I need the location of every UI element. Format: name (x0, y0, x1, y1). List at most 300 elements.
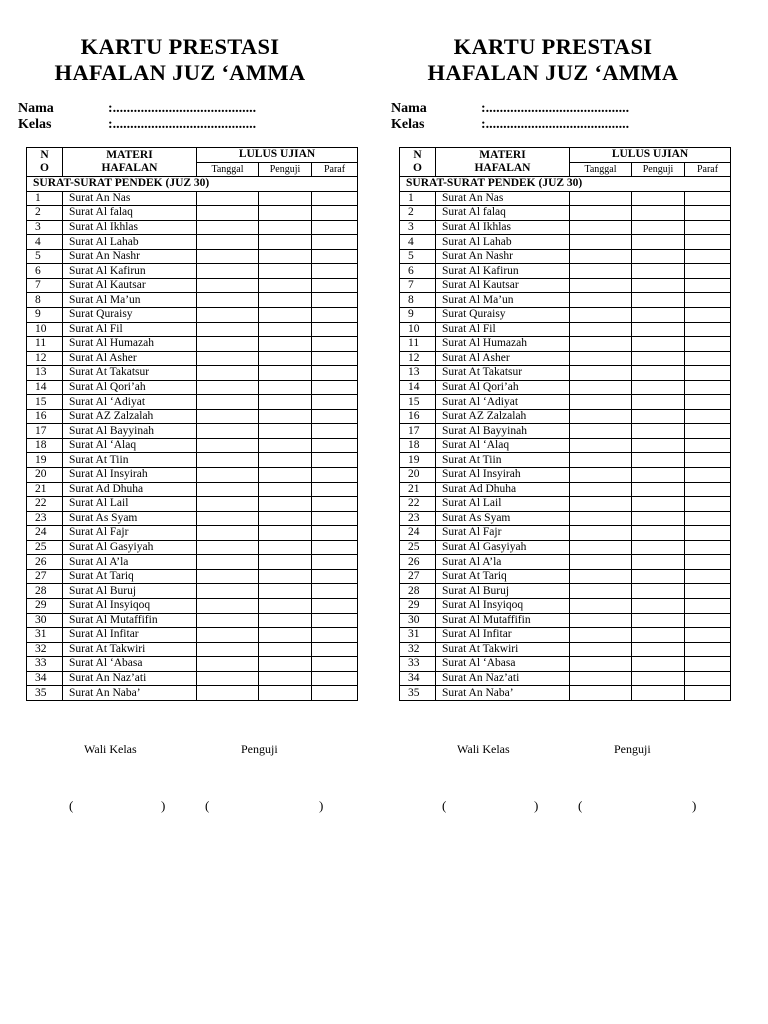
row-surat: Surat Al Ikhlas (63, 220, 197, 235)
row-paraf-cell[interactable] (312, 409, 358, 424)
col-lulus-header: LULUS UJIAN (197, 148, 358, 163)
row-tanggal-cell[interactable] (197, 395, 259, 410)
row-penguji-cell[interactable] (632, 555, 685, 570)
row-tanggal-cell[interactable] (197, 555, 259, 570)
row-paraf-cell[interactable] (312, 380, 358, 395)
row-number: 30 (27, 613, 63, 628)
row-paraf-cell[interactable] (685, 482, 731, 497)
row-penguji-cell[interactable] (632, 264, 685, 279)
kelas-label: Kelas (391, 117, 425, 132)
row-tanggal-cell[interactable] (570, 235, 632, 250)
row-penguji-cell[interactable] (632, 409, 685, 424)
row-paraf-cell[interactable] (685, 497, 731, 512)
row-number: 27 (27, 569, 63, 584)
row-surat: Surat Al Kafirun (436, 264, 570, 279)
row-surat: Surat Ad Dhuha (436, 482, 570, 497)
row-paraf-cell[interactable] (312, 337, 358, 352)
row-paraf-cell[interactable] (312, 628, 358, 643)
row-tanggal-cell[interactable] (570, 191, 632, 206)
row-paraf-cell[interactable] (685, 657, 731, 672)
row-paraf-cell[interactable] (312, 511, 358, 526)
row-surat: Surat An Nas (63, 191, 197, 206)
row-tanggal-cell[interactable] (197, 671, 259, 686)
row-paraf-cell[interactable] (312, 235, 358, 250)
row-number: 18 (27, 438, 63, 453)
title-line-2: HAFALAN JUZ ‘AMMA (427, 60, 679, 85)
row-paraf-cell[interactable] (312, 497, 358, 512)
kelas-field[interactable] (18, 117, 256, 133)
row-penguji-cell[interactable] (259, 598, 312, 613)
table-row (400, 438, 731, 453)
table-row (27, 540, 358, 555)
row-paraf-cell[interactable] (312, 366, 358, 381)
row-penguji-cell[interactable] (259, 235, 312, 250)
row-tanggal-cell[interactable] (197, 482, 259, 497)
row-penguji-cell[interactable] (632, 642, 685, 657)
row-penguji-cell[interactable] (259, 249, 312, 264)
row-tanggal-cell[interactable] (570, 220, 632, 235)
row-paraf-cell[interactable] (685, 424, 731, 439)
row-paraf-cell[interactable] (685, 613, 731, 628)
table-row (400, 468, 731, 483)
row-tanggal-cell[interactable] (570, 584, 632, 599)
row-tanggal-cell[interactable] (570, 380, 632, 395)
row-penguji-cell[interactable] (259, 191, 312, 206)
row-tanggal-cell[interactable] (570, 293, 632, 308)
row-tanggal-cell[interactable] (570, 395, 632, 410)
row-number: 16 (27, 409, 63, 424)
row-tanggal-cell[interactable] (570, 497, 632, 512)
nama-field[interactable] (391, 101, 629, 117)
row-tanggal-cell[interactable] (570, 555, 632, 570)
row-surat: Surat Al Buruj (63, 584, 197, 599)
row-tanggal-cell[interactable] (570, 511, 632, 526)
row-tanggal-cell[interactable] (197, 511, 259, 526)
row-penguji-cell[interactable] (259, 366, 312, 381)
row-tanggal-cell[interactable] (570, 278, 632, 293)
row-penguji-cell[interactable] (259, 322, 312, 337)
row-tanggal-cell[interactable] (197, 249, 259, 264)
row-paraf-cell[interactable] (685, 308, 731, 323)
nama-value[interactable]: :......................................... (108, 101, 257, 116)
row-penguji-cell[interactable] (259, 628, 312, 643)
col-tanggal-header: Tanggal (197, 162, 259, 177)
row-number: 25 (27, 540, 63, 555)
row-paraf-cell[interactable] (685, 351, 731, 366)
row-paraf-cell[interactable] (312, 569, 358, 584)
row-penguji-cell[interactable] (632, 380, 685, 395)
row-paraf-cell[interactable] (685, 540, 731, 555)
kelas-value[interactable]: :......................................... (108, 117, 257, 132)
row-penguji-cell[interactable] (632, 220, 685, 235)
row-number: 10 (400, 322, 436, 337)
row-surat: Surat Al ‘Adiyat (436, 395, 570, 410)
row-penguji-cell[interactable] (632, 671, 685, 686)
row-penguji-cell[interactable] (259, 220, 312, 235)
row-tanggal-cell[interactable] (570, 322, 632, 337)
row-penguji-cell[interactable] (259, 482, 312, 497)
row-penguji-cell[interactable] (259, 569, 312, 584)
row-tanggal-cell[interactable] (570, 424, 632, 439)
table-row (400, 322, 731, 337)
row-tanggal-cell[interactable] (197, 409, 259, 424)
row-penguji-cell[interactable] (259, 409, 312, 424)
row-tanggal-cell[interactable] (570, 642, 632, 657)
row-penguji-cell[interactable] (632, 453, 685, 468)
row-number: 13 (400, 366, 436, 381)
row-tanggal-cell[interactable] (570, 569, 632, 584)
row-tanggal-cell[interactable] (197, 308, 259, 323)
row-penguji-cell[interactable] (259, 351, 312, 366)
row-tanggal-cell[interactable] (570, 351, 632, 366)
row-penguji-cell[interactable] (632, 308, 685, 323)
row-surat: Surat AZ Zalzalah (63, 409, 197, 424)
row-tanggal-cell[interactable] (197, 628, 259, 643)
row-tanggal-cell[interactable] (197, 569, 259, 584)
row-penguji-cell[interactable] (259, 526, 312, 541)
row-surat: Surat Al Ma’un (436, 293, 570, 308)
row-penguji-cell[interactable] (632, 293, 685, 308)
row-paraf-cell[interactable] (312, 598, 358, 613)
table-row (400, 642, 731, 657)
row-number: 21 (400, 482, 436, 497)
row-paraf-cell[interactable] (685, 380, 731, 395)
table-row (27, 526, 358, 541)
row-penguji-cell[interactable] (632, 322, 685, 337)
row-penguji-cell[interactable] (259, 264, 312, 279)
row-number: 2 (400, 206, 436, 221)
row-paraf-cell[interactable] (312, 220, 358, 235)
row-tanggal-cell[interactable] (570, 409, 632, 424)
row-tanggal-cell[interactable] (197, 584, 259, 599)
nama-value[interactable]: :......................................... (481, 101, 630, 116)
table-row (27, 278, 358, 293)
row-penguji-cell[interactable] (632, 468, 685, 483)
table-row (27, 249, 358, 264)
row-penguji-cell[interactable] (632, 540, 685, 555)
row-tanggal-cell[interactable] (197, 206, 259, 221)
row-penguji-cell[interactable] (259, 584, 312, 599)
row-tanggal-cell[interactable] (570, 264, 632, 279)
row-paraf-cell[interactable] (312, 686, 358, 701)
row-paraf-cell[interactable] (685, 337, 731, 352)
row-tanggal-cell[interactable] (570, 438, 632, 453)
row-penguji-cell[interactable] (632, 351, 685, 366)
row-paraf-cell[interactable] (312, 424, 358, 439)
row-number: 2 (27, 206, 63, 221)
row-surat: Surat Al Bayyinah (436, 424, 570, 439)
row-tanggal-cell[interactable] (197, 322, 259, 337)
row-penguji-cell[interactable] (259, 337, 312, 352)
row-penguji-cell[interactable] (632, 526, 685, 541)
row-number: 25 (400, 540, 436, 555)
row-paraf-cell[interactable] (685, 206, 731, 221)
row-paraf-cell[interactable] (312, 322, 358, 337)
row-tanggal-cell[interactable] (570, 482, 632, 497)
row-paraf-cell[interactable] (312, 438, 358, 453)
row-penguji-cell[interactable] (632, 249, 685, 264)
row-penguji-cell[interactable] (259, 497, 312, 512)
row-tanggal-cell[interactable] (197, 366, 259, 381)
title-line-1: KARTU PRESTASI (453, 34, 653, 59)
row-tanggal-cell[interactable] (570, 366, 632, 381)
row-paraf-cell[interactable] (312, 278, 358, 293)
col-penguji-header: Penguji (259, 162, 312, 177)
row-tanggal-cell[interactable] (570, 249, 632, 264)
row-paraf-cell[interactable] (685, 598, 731, 613)
row-tanggal-cell[interactable] (197, 497, 259, 512)
row-paraf-cell[interactable] (312, 293, 358, 308)
table-row (400, 424, 731, 439)
row-penguji-cell[interactable] (259, 293, 312, 308)
row-tanggal-cell[interactable] (197, 380, 259, 395)
row-tanggal-cell[interactable] (197, 642, 259, 657)
row-paraf-cell[interactable] (685, 322, 731, 337)
row-surat: Surat An Naz’ati (63, 671, 197, 686)
col-materi-header: MATERI HAFALAN (63, 148, 197, 177)
row-tanggal-cell[interactable] (197, 293, 259, 308)
penguji-paren-open: ( (578, 798, 583, 813)
row-tanggal-cell[interactable] (197, 424, 259, 439)
row-number: 22 (400, 497, 436, 512)
hafalan-table (26, 147, 358, 701)
row-penguji-cell[interactable] (259, 438, 312, 453)
row-paraf-cell[interactable] (685, 220, 731, 235)
row-paraf-cell[interactable] (312, 540, 358, 555)
row-paraf-cell[interactable] (685, 409, 731, 424)
card-title (0, 34, 360, 86)
table-row (400, 409, 731, 424)
row-number: 3 (27, 220, 63, 235)
row-penguji-cell[interactable] (632, 613, 685, 628)
row-paraf-cell[interactable] (685, 249, 731, 264)
row-tanggal-cell[interactable] (197, 540, 259, 555)
table-row (27, 555, 358, 570)
table-row (400, 540, 731, 555)
row-paraf-cell[interactable] (312, 453, 358, 468)
row-penguji-cell[interactable] (632, 657, 685, 672)
row-paraf-cell[interactable] (312, 249, 358, 264)
row-paraf-cell[interactable] (312, 395, 358, 410)
row-number: 17 (27, 424, 63, 439)
row-penguji-cell[interactable] (259, 453, 312, 468)
table-row (27, 511, 358, 526)
row-number: 28 (27, 584, 63, 599)
row-tanggal-cell[interactable] (197, 686, 259, 701)
row-penguji-cell[interactable] (632, 206, 685, 221)
row-tanggal-cell[interactable] (570, 453, 632, 468)
table-row (400, 497, 731, 512)
row-tanggal-cell[interactable] (197, 191, 259, 206)
table-row (27, 657, 358, 672)
row-number: 27 (400, 569, 436, 584)
row-paraf-cell[interactable] (685, 671, 731, 686)
row-paraf-cell[interactable] (685, 191, 731, 206)
row-penguji-cell[interactable] (632, 191, 685, 206)
row-penguji-cell[interactable] (259, 206, 312, 221)
row-tanggal-cell[interactable] (197, 598, 259, 613)
row-penguji-cell[interactable] (259, 613, 312, 628)
row-penguji-cell[interactable] (259, 424, 312, 439)
row-penguji-cell[interactable] (632, 497, 685, 512)
row-penguji-cell[interactable] (259, 555, 312, 570)
row-paraf-cell[interactable] (312, 555, 358, 570)
row-tanggal-cell[interactable] (197, 235, 259, 250)
row-penguji-cell[interactable] (259, 642, 312, 657)
row-penguji-cell[interactable] (632, 395, 685, 410)
table-row (400, 686, 731, 701)
row-tanggal-cell[interactable] (570, 628, 632, 643)
table-row (27, 220, 358, 235)
row-penguji-cell[interactable] (259, 540, 312, 555)
row-penguji-cell[interactable] (259, 468, 312, 483)
row-tanggal-cell[interactable] (197, 438, 259, 453)
row-number: 24 (400, 526, 436, 541)
row-tanggal-cell[interactable] (197, 351, 259, 366)
row-paraf-cell[interactable] (312, 526, 358, 541)
row-number: 33 (27, 657, 63, 672)
kelas-value[interactable]: :......................................... (481, 117, 630, 132)
row-paraf-cell[interactable] (685, 642, 731, 657)
row-tanggal-cell[interactable] (197, 278, 259, 293)
row-tanggal-cell[interactable] (197, 264, 259, 279)
row-tanggal-cell[interactable] (197, 613, 259, 628)
row-paraf-cell[interactable] (685, 526, 731, 541)
row-paraf-cell[interactable] (685, 264, 731, 279)
table-row (27, 191, 358, 206)
row-penguji-cell[interactable] (632, 438, 685, 453)
penguji-label: Penguji (614, 742, 651, 756)
row-penguji-cell[interactable] (259, 686, 312, 701)
row-paraf-cell[interactable] (685, 278, 731, 293)
row-paraf-cell[interactable] (312, 206, 358, 221)
row-tanggal-cell[interactable] (570, 598, 632, 613)
row-paraf-cell[interactable] (685, 569, 731, 584)
row-tanggal-cell[interactable] (570, 613, 632, 628)
row-surat: Surat Al Lail (63, 497, 197, 512)
row-number: 32 (27, 642, 63, 657)
row-surat: Surat Al Fajr (436, 526, 570, 541)
row-penguji-cell[interactable] (632, 278, 685, 293)
row-tanggal-cell[interactable] (570, 308, 632, 323)
row-paraf-cell[interactable] (312, 657, 358, 672)
row-paraf-cell[interactable] (685, 453, 731, 468)
row-tanggal-cell[interactable] (570, 337, 632, 352)
row-tanggal-cell[interactable] (197, 526, 259, 541)
row-number: 1 (400, 191, 436, 206)
row-tanggal-cell[interactable] (197, 220, 259, 235)
penguji-paren-close: ) (692, 798, 697, 813)
row-penguji-cell[interactable] (632, 628, 685, 643)
row-paraf-cell[interactable] (685, 628, 731, 643)
row-paraf-cell[interactable] (685, 511, 731, 526)
row-penguji-cell[interactable] (259, 308, 312, 323)
table-row (400, 453, 731, 468)
table-row (27, 584, 358, 599)
row-number: 16 (400, 409, 436, 424)
row-tanggal-cell[interactable] (197, 337, 259, 352)
row-penguji-cell[interactable] (259, 278, 312, 293)
row-paraf-cell[interactable] (685, 686, 731, 701)
row-paraf-cell[interactable] (312, 482, 358, 497)
row-paraf-cell[interactable] (312, 671, 358, 686)
row-tanggal-cell[interactable] (570, 468, 632, 483)
row-surat: Surat At Tariq (436, 569, 570, 584)
row-paraf-cell[interactable] (312, 351, 358, 366)
row-paraf-cell[interactable] (312, 642, 358, 657)
row-paraf-cell[interactable] (312, 308, 358, 323)
row-penguji-cell[interactable] (632, 584, 685, 599)
row-penguji-cell[interactable] (632, 424, 685, 439)
row-penguji-cell[interactable] (259, 395, 312, 410)
row-tanggal-cell[interactable] (197, 657, 259, 672)
row-penguji-cell[interactable] (259, 671, 312, 686)
row-paraf-cell[interactable] (685, 438, 731, 453)
row-paraf-cell[interactable] (312, 191, 358, 206)
row-penguji-cell[interactable] (632, 686, 685, 701)
row-tanggal-cell[interactable] (570, 686, 632, 701)
row-number: 31 (400, 628, 436, 643)
row-paraf-cell[interactable] (312, 264, 358, 279)
row-paraf-cell[interactable] (312, 584, 358, 599)
row-tanggal-cell[interactable] (570, 657, 632, 672)
row-penguji-cell[interactable] (632, 511, 685, 526)
row-surat: Surat Al ‘Alaq (436, 438, 570, 453)
row-tanggal-cell[interactable] (197, 468, 259, 483)
table-row (400, 308, 731, 323)
row-penguji-cell[interactable] (632, 235, 685, 250)
row-penguji-cell[interactable] (632, 569, 685, 584)
row-paraf-cell[interactable] (685, 468, 731, 483)
row-penguji-cell[interactable] (632, 366, 685, 381)
row-number: 34 (400, 671, 436, 686)
row-penguji-cell[interactable] (259, 380, 312, 395)
row-paraf-cell[interactable] (312, 468, 358, 483)
row-penguji-cell[interactable] (632, 337, 685, 352)
nama-field[interactable] (18, 101, 256, 117)
row-number: 26 (27, 555, 63, 570)
col-paraf-header: Paraf (685, 162, 731, 177)
row-number: 33 (400, 657, 436, 672)
table-row (400, 526, 731, 541)
row-penguji-cell[interactable] (259, 657, 312, 672)
row-paraf-cell[interactable] (312, 613, 358, 628)
table-row (27, 438, 358, 453)
table-row (27, 264, 358, 279)
title-line-1: KARTU PRESTASI (80, 34, 280, 59)
row-number: 14 (27, 380, 63, 395)
row-penguji-cell[interactable] (632, 598, 685, 613)
row-number: 4 (400, 235, 436, 250)
row-tanggal-cell[interactable] (570, 526, 632, 541)
row-tanggal-cell[interactable] (570, 206, 632, 221)
row-paraf-cell[interactable] (685, 395, 731, 410)
row-paraf-cell[interactable] (685, 555, 731, 570)
row-paraf-cell[interactable] (685, 293, 731, 308)
row-tanggal-cell[interactable] (570, 540, 632, 555)
row-penguji-cell[interactable] (632, 482, 685, 497)
row-paraf-cell[interactable] (685, 235, 731, 250)
row-tanggal-cell[interactable] (197, 453, 259, 468)
row-number: 15 (400, 395, 436, 410)
row-paraf-cell[interactable] (685, 366, 731, 381)
row-surat: Surat Al Bayyinah (63, 424, 197, 439)
row-paraf-cell[interactable] (685, 584, 731, 599)
row-number: 18 (400, 438, 436, 453)
row-tanggal-cell[interactable] (570, 671, 632, 686)
kelas-field[interactable] (391, 117, 629, 133)
row-penguji-cell[interactable] (259, 511, 312, 526)
